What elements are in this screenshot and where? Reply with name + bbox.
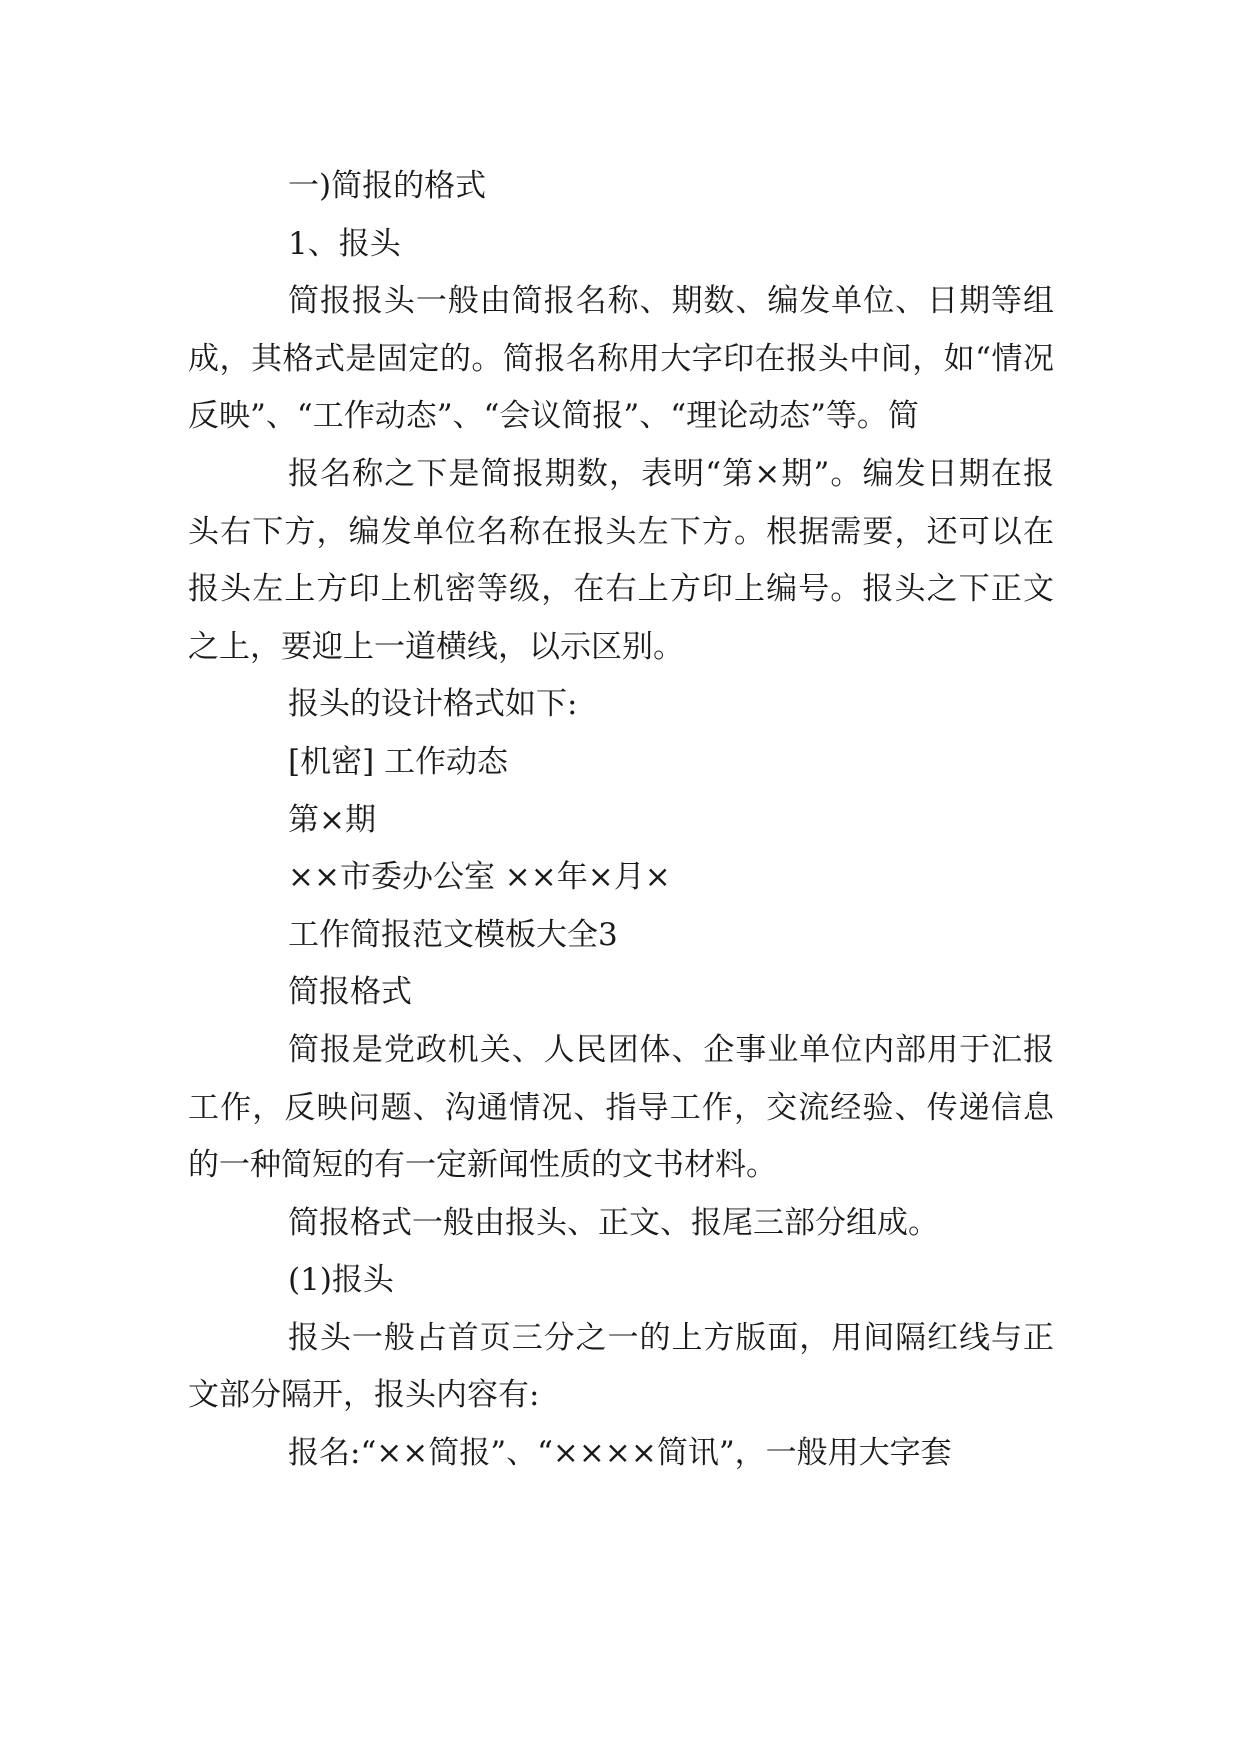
section-title-template: 工作简报范文模板大全3 xyxy=(288,916,618,953)
paragraph-design-intro: 报头的设计格式如下: xyxy=(288,686,578,723)
paragraph-structure: 简报格式一般由报头、正文、报尾三部分组成。 xyxy=(288,1204,939,1241)
example-line-issuer-date: ××市委办公室 ××年×月× xyxy=(288,859,671,896)
paragraph-masthead-layout: 报名称之下是简报期数，表明“第×期”。编发日期在报头右下方，编发单位名称在报头左下方。根据需要，还可以在报头左上方印上机密等级，在右上方印上编号。报头之下正文之上，要迎上一道横线，以示区别。 xyxy=(188,455,1054,665)
subsection-heading-masthead: 1、报头 xyxy=(288,225,401,262)
paragraph-definition: 简报是党政机关、人民团体、企事业单位内部用于汇报工作，反映问题、沟通情况、指导工作，交流经验、传递信息的一种简短的有一定新闻性质的文书材料。 xyxy=(188,1031,1054,1184)
document-body xyxy=(188,158,1054,1483)
example-line-title: [机密] 工作动态 xyxy=(288,743,509,780)
paragraph-report-name: 报名:“××简报”、“××××简讯”，一般用大字套 xyxy=(288,1435,952,1472)
section-heading: 一)简报的格式 xyxy=(288,168,487,204)
paragraph-masthead-content: 报头一般占首页三分之一的上方版面，用间隔红线与正文部分隔开，报头内容有: xyxy=(188,1319,1054,1414)
subsection-heading-format: 简报格式 xyxy=(288,974,412,1011)
paragraph-masthead-description: 简报报头一般由简报名称、期数、编发单位、日期等组成，其格式是固定的。简报名称用大字印在报头中间，如“情况反映”、“工作动态”、“会议简报”、“理论动态”等。简 xyxy=(188,283,1054,435)
example-line-issue: 第×期 xyxy=(288,801,376,838)
subsection-heading-masthead-2: (1)报头 xyxy=(288,1262,394,1299)
